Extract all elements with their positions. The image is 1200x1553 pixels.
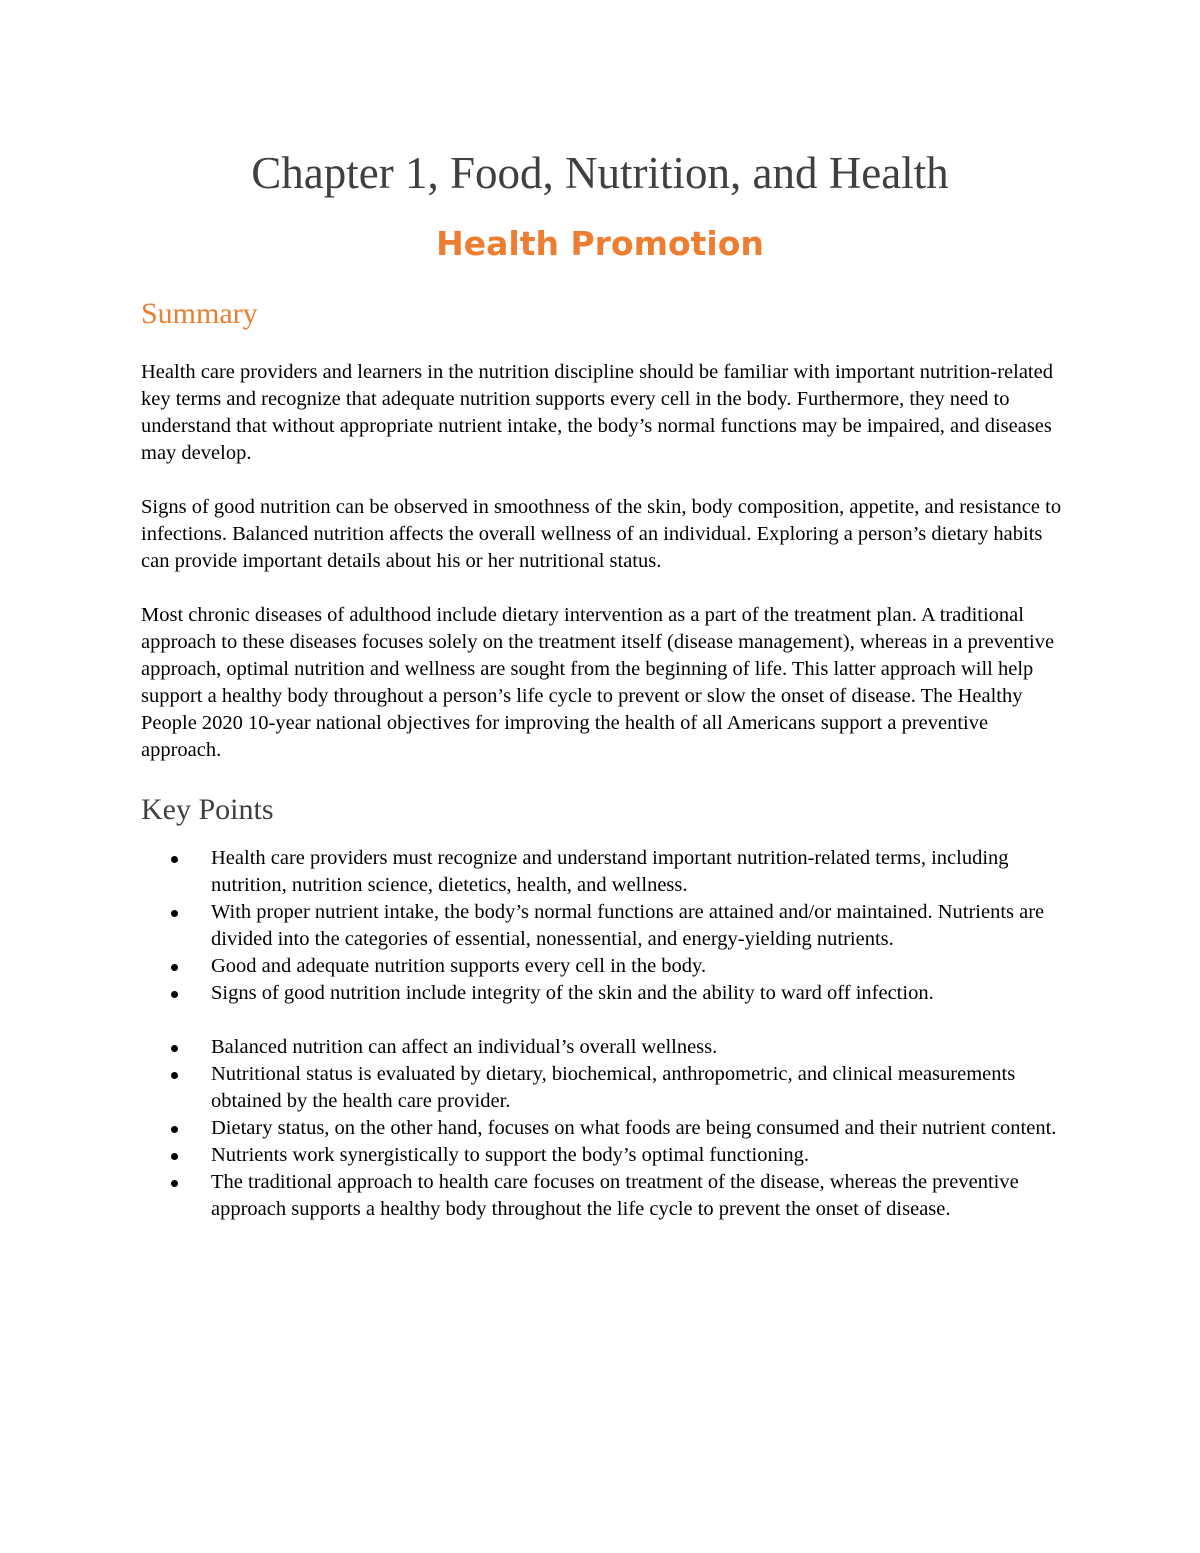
summary-heading: Summary [141, 297, 258, 330]
bullet-icon [171, 1045, 178, 1052]
summary-paragraph: Health care providers and learners in the nutrition discipline should be familiar with important nutrition-related key terms and recognize that adequate nutrition supports every cell in the body. Furthermore, they need to understand that without appropriate nutrient intake, the body’s normal functions may be impaired, and diseases may develop. [141, 361, 1053, 464]
key-points-heading: Key Points [141, 793, 274, 826]
bullet-icon [171, 991, 178, 998]
list-item-text: Health care providers must recognize and understand important nutrition-related terms, including nutrition, nutrition science, dietetics, health, and wellness. [211, 847, 1009, 896]
list-item [141, 1142, 1061, 1169]
list-item [141, 845, 1061, 899]
bullet-icon [171, 1153, 178, 1160]
section-subtitle: Health Promotion [436, 224, 764, 263]
list-item-text: With proper nutrient intake, the body’s normal functions are attained and/or maintained. Nutrients are divided into the categories of essential, nonessential, and energy-yielding nutrients. [211, 901, 1045, 950]
list-item [141, 953, 1061, 980]
list-item-text: Dietary status, on the other hand, focuses on what foods are being consumed and their nutrient content. [211, 1117, 1057, 1139]
chapter-title: Chapter 1, Food, Nutrition, and Health [251, 148, 949, 198]
list-item [141, 1115, 1061, 1142]
bullet-icon [171, 1126, 178, 1133]
list-item-text: Signs of good nutrition include integrity of the skin and the ability to ward off infection. [211, 982, 934, 1004]
key-points-list-1 [141, 845, 1071, 1007]
list-item-text: Balanced nutrition can affect an individual’s overall wellness. [211, 1036, 718, 1058]
list-item-text: Nutrients work synergistically to support the body’s optimal functioning. [211, 1144, 810, 1166]
list-item-text: Nutritional status is evaluated by dietary, biochemical, anthropometric, and clinical measurements obtained by the health care provider. [211, 1063, 1016, 1112]
bullet-icon [171, 1180, 178, 1187]
bullet-icon [171, 910, 178, 917]
bullet-icon [171, 964, 178, 971]
bullet-icon [171, 1072, 178, 1079]
list-item [141, 1034, 1061, 1061]
list-item [141, 1061, 1061, 1115]
list-item [141, 899, 1061, 953]
key-points-list-2 [141, 1034, 1071, 1223]
summary-paragraph: Most chronic diseases of adulthood include dietary intervention as a part of the treatment plan. A traditional approach to these diseases focuses solely on the treatment itself (disease management), whereas in a preventive approach, optimal nutrition and wellness are sought from the beginning of life. This latter approach will help support a healthy body throughout a person’s life cycle to prevent or slow the onset of disease. The Healthy People 2020 10-year national objectives for improving the health of all Americans support a preventive approach. [141, 604, 1055, 761]
list-item-text: Good and adequate nutrition supports every cell in the body. [211, 955, 707, 977]
list-item [141, 980, 1061, 1007]
list-item-text: The traditional approach to health care focuses on treatment of the disease, whereas the preventive approach supports a healthy body throughout the life cycle to prevent the onset of disease. [211, 1171, 1019, 1220]
summary-paragraph: Signs of good nutrition can be observed in smoothness of the skin, body composition, appetite, and resistance to infections. Balanced nutrition affects the overall wellness of an individual. Exploring a person’s dietary habits can provide important details about his or her nutritional status. [141, 496, 1062, 572]
document-body [141, 359, 1071, 1223]
bullet-icon [171, 856, 178, 863]
list-item [141, 1169, 1061, 1223]
